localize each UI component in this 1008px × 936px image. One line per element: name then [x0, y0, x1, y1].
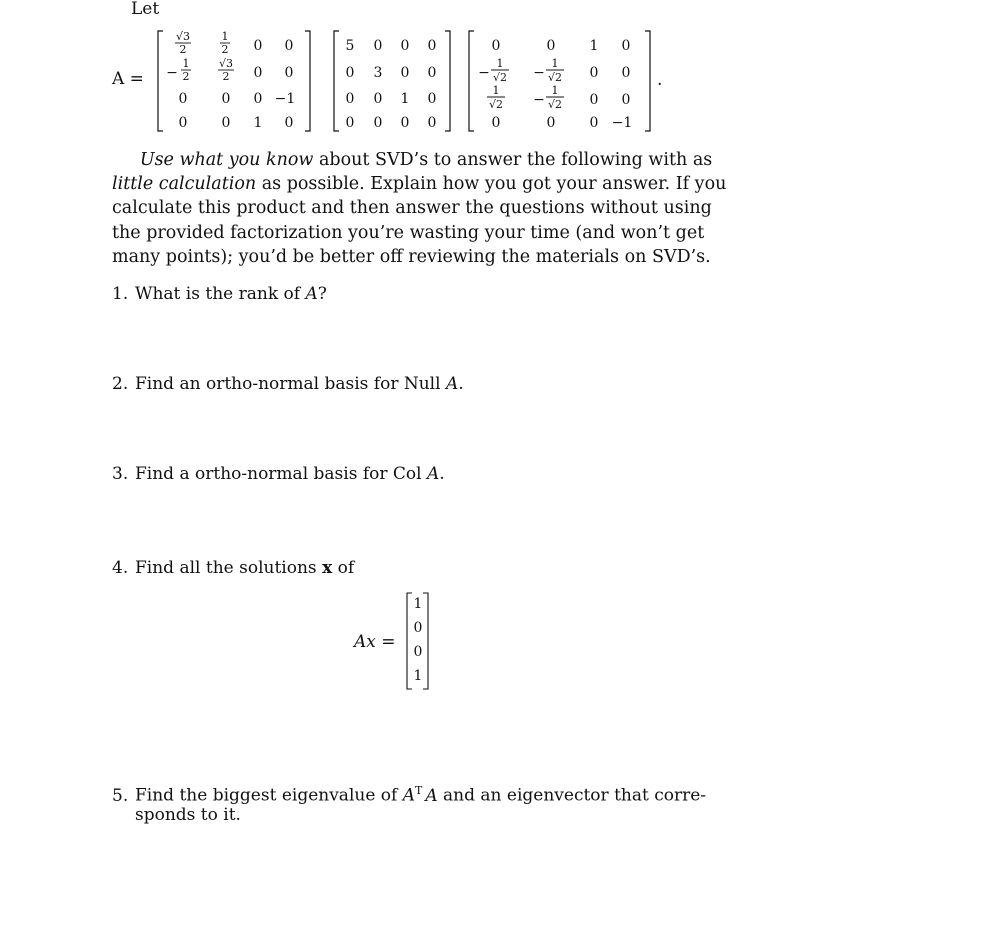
- matrix-u-r2c2: [218, 57, 234, 83]
- question-1-end: ?: [317, 284, 327, 304]
- instructions-line-5: many points); you’d be better off reviewing the materials on SVD’s.: [112, 246, 711, 267]
- question-1-symbol: A: [305, 284, 318, 304]
- matrix-u-r4c4: 0: [284, 115, 294, 131]
- matrix-vt-r2c3: 0: [589, 65, 599, 81]
- matrix-u-r1c3: 0: [253, 38, 263, 54]
- question-3-number: 3.: [112, 464, 129, 484]
- question-5-symbol-2: A: [425, 785, 438, 806]
- matrix-sigma-r1c3: 0: [400, 38, 410, 54]
- matrix-vt-r4c4: −1: [611, 115, 633, 131]
- question-2-text: Find an ortho-normal basis for Null: [135, 374, 446, 394]
- question-5-symbol: A: [402, 785, 416, 806]
- system-lhs-text: Ax =: [354, 632, 396, 652]
- question-4-number: 4.: [112, 558, 129, 578]
- instructions-line-1-rest: about SVD’s to answer the following with as: [313, 150, 713, 170]
- instructions-paragraph: [112, 148, 727, 269]
- svg-text:1: 1: [492, 84, 500, 97]
- instructions-line-2-rest: as possible. Explain how you got your answer. If you: [256, 174, 727, 195]
- question-1-text: What is the rank of: [135, 284, 306, 304]
- matrix-sigma-left-bracket: [334, 31, 339, 131]
- matrix-u-r4c3: 1: [253, 115, 263, 131]
- instructions-line-1: [112, 148, 713, 172]
- question-3-end: .: [439, 464, 445, 484]
- svg-text:−: −: [533, 65, 545, 81]
- svg-text:2: 2: [221, 43, 229, 56]
- rhs-vector-left-bracket: [407, 593, 412, 689]
- matrix-vt-r2c1: [478, 57, 509, 84]
- matrix-vt-r4c3: 0: [589, 115, 599, 131]
- svg-text:1: 1: [551, 84, 559, 97]
- question-3-symbol: A: [426, 464, 440, 484]
- svg-text:2: 2: [182, 70, 190, 83]
- rhs-vector: [400, 588, 440, 694]
- matrix-u-r3c2: 0: [221, 91, 231, 107]
- matrix-sigma-right-bracket: [445, 31, 450, 131]
- matrix-sigma-r2c4: 0: [427, 65, 437, 81]
- svg-text:√3: √3: [175, 30, 191, 43]
- rhs-vector-right-bracket: [423, 593, 428, 689]
- let-label: Let: [131, 0, 160, 19]
- question-1: [112, 282, 327, 306]
- matrix-sigma-r4c2: 0: [373, 115, 383, 131]
- matrix-vt-r2c2: [533, 57, 564, 84]
- svg-text:√3: √3: [218, 57, 234, 70]
- equation-lhs: A =: [112, 69, 144, 89]
- matrix-sigma-r3c1: 0: [345, 91, 355, 107]
- question-5-text-rest: and an eigenvector that corre-: [437, 785, 707, 806]
- rhs-vector-entry-3: 0: [413, 644, 423, 660]
- matrix-u-r4c2: 0: [221, 115, 231, 131]
- matrix-vt-r4c1: 0: [491, 115, 501, 131]
- matrix-sigma-r1c2: 0: [373, 38, 383, 54]
- matrix-u-r3c4: −1: [274, 91, 296, 107]
- matrix-vt-r2c4: 0: [621, 65, 631, 81]
- svg-text:−: −: [166, 65, 178, 81]
- question-3: [112, 462, 445, 486]
- question-2-end: .: [458, 374, 464, 394]
- matrix-u-r1c1: [175, 30, 191, 56]
- question-4: [112, 556, 354, 580]
- question-2-symbol: A: [445, 374, 459, 394]
- matrix-sigma-r2c3: 0: [400, 65, 410, 81]
- matrix-vt-r1c4: 0: [621, 38, 631, 54]
- matrix-u-r2c4: 0: [284, 65, 294, 81]
- matrix-sigma-r1c1: 5: [345, 38, 355, 54]
- svg-text:1: 1: [496, 57, 504, 70]
- matrix-u-entries: [166, 30, 295, 131]
- matrix-u-r2c1: [166, 57, 191, 83]
- matrix-u-r4c1: 0: [178, 115, 188, 131]
- svg-text:√2: √2: [547, 71, 563, 84]
- question-4-text: Find all the solutions: [135, 558, 323, 578]
- equation-end-period: .: [657, 70, 663, 90]
- matrix-sigma-entries: [346, 38, 437, 131]
- matrix-sigma-r3c2: 0: [373, 91, 383, 107]
- question-2-number: 2.: [112, 374, 129, 394]
- matrix-vt-right-bracket: [645, 31, 650, 131]
- rhs-vector-entry-4: 1: [413, 668, 423, 684]
- instructions-line-3: calculate this product and then answer the questions without using: [112, 198, 712, 219]
- matrix-u-r3c3: 0: [253, 91, 263, 107]
- instructions-line-4: the provided factorization you’re wasting your time (and won’t get: [112, 222, 705, 243]
- system-lhs: [354, 630, 396, 654]
- matrix-vt-entries: [478, 38, 632, 131]
- matrix-sigma-r4c4: 0: [427, 115, 437, 131]
- instructions-line-2: [112, 172, 727, 196]
- matrix-vt-r1c1: 0: [491, 38, 501, 54]
- matrix-u-r1c4: 0: [284, 38, 294, 54]
- question-5-superscript: T: [415, 784, 423, 797]
- svg-text:−: −: [478, 65, 490, 81]
- matrix-vt-r3c3: 0: [589, 92, 599, 108]
- svg-text:1: 1: [221, 30, 229, 43]
- matrix-vt-r3c4: 0: [621, 92, 631, 108]
- emphasis-little-calculation: little calculation: [112, 174, 257, 195]
- matrix-u-left-bracket: [158, 31, 163, 131]
- svg-text:1: 1: [182, 57, 190, 70]
- emphasis-use-what-you-know: Use what you know: [139, 150, 314, 170]
- matrix-sigma-r1c4: 0: [427, 38, 437, 54]
- svg-text:2: 2: [222, 70, 230, 83]
- matrix-u-r1c2: [220, 30, 230, 56]
- question-1-number: 1.: [112, 284, 129, 304]
- matrix-vt-r1c3: 1: [589, 38, 599, 54]
- svg-text:√2: √2: [492, 71, 508, 84]
- svg-text:2: 2: [179, 43, 187, 56]
- question-2: [112, 372, 464, 396]
- matrix-sigma-r2c1: 0: [345, 65, 355, 81]
- rhs-vector-entry-1: 1: [413, 596, 423, 612]
- question-3-text: Find a ortho-normal basis for Col: [135, 464, 427, 484]
- rhs-vector-entry-2: 0: [413, 620, 423, 636]
- svg-text:√2: √2: [547, 98, 563, 111]
- matrix-vt-r4c2: 0: [546, 115, 556, 131]
- matrix-u-right-bracket: [305, 31, 310, 131]
- matrix-sigma-r2c2: 3: [373, 65, 383, 81]
- question-4-symbol: x: [322, 558, 333, 578]
- matrix-sigma-r4c3: 0: [400, 115, 410, 131]
- svg-text:√2: √2: [488, 98, 504, 111]
- matrix-sigma-r4c1: 0: [345, 115, 355, 131]
- matrix-u-r2c3: 0: [253, 65, 263, 81]
- question-5-text: Find the biggest eigenvalue of: [135, 785, 403, 806]
- question-5-continuation: sponds to it.: [135, 805, 241, 825]
- matrix-u-r3c1: 0: [178, 91, 188, 107]
- matrix-sigma-r3c3: 1: [400, 91, 410, 107]
- matrix-vt-r3c1: [487, 84, 505, 111]
- question-5-number: 5.: [112, 785, 129, 806]
- svd-factorization: [0, 0, 700, 140]
- question-4-end: of: [332, 558, 355, 578]
- matrix-vt-r1c2: 0: [546, 38, 556, 54]
- svg-text:−: −: [533, 92, 545, 108]
- matrix-vt-r3c2: [533, 84, 564, 111]
- matrix-vt-left-bracket: [469, 31, 474, 131]
- matrix-sigma-r3c4: 0: [427, 91, 437, 107]
- svg-text:1: 1: [551, 57, 559, 70]
